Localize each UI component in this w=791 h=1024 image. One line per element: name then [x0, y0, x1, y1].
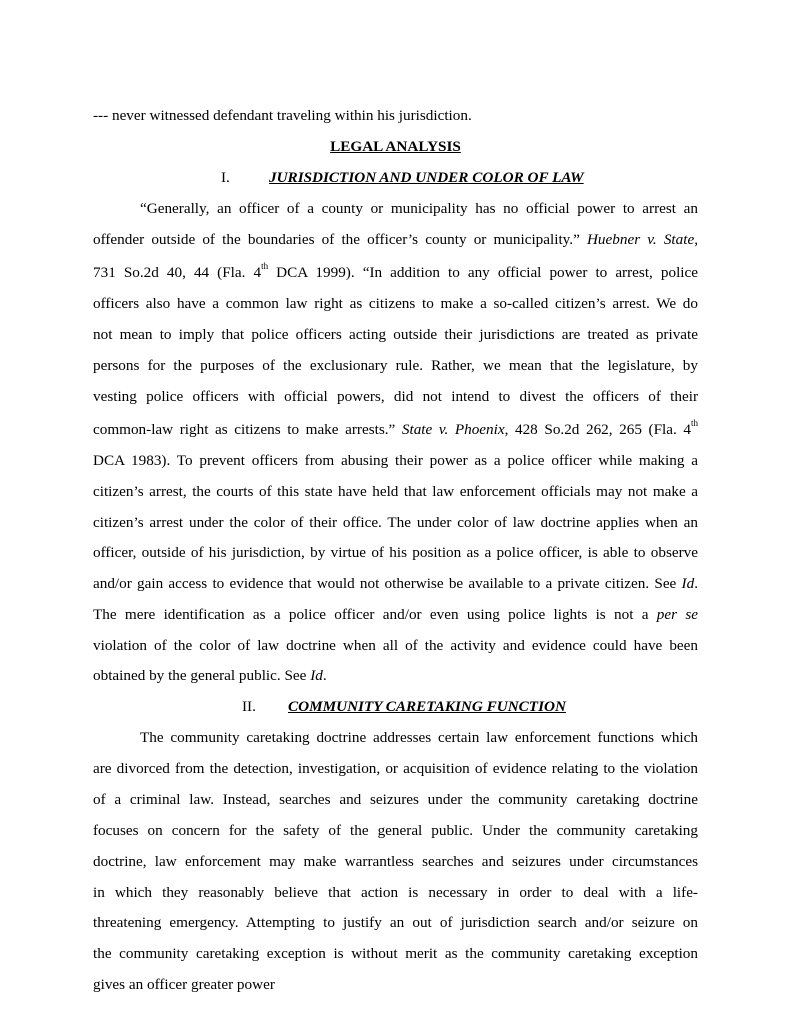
p1-line-3: 731 So.2d 40, 44 (Fla. 4th DCA 1999). “In addition to any official power to arrest, police [93, 260, 698, 281]
intro-line: --- never witnessed defendant traveling within his jurisdiction. [93, 107, 472, 124]
p2-line-5: doctrine, law enforcement may make warrantless searches and seizures under circumstances [93, 853, 698, 870]
case-citation-huebner: Huebner v. State [586, 231, 695, 248]
p1-line-13: and/or gain access to evidence that would not otherwise be available to a private citizen. See Id. [93, 575, 698, 592]
p2-line-3: of a criminal law. Instead, searches and seizures under the community caretaking doctrine [93, 791, 698, 808]
p2-line-4: focuses on concern for the safety of the general public. Under the community caretaking [93, 822, 698, 839]
p1-line-16: obtained by the general public. See Id. [93, 667, 327, 684]
case-citation-phoenix: State v. Phoenix [401, 421, 505, 438]
p2-line-6: in which they reasonably believe that action is necessary in order to deal with a life- [93, 884, 698, 901]
p1-line-8: common-law right as citizens to make arrests.” State v. Phoenix, 428 So.2d 262, 265 (Fla. 4th [93, 417, 698, 438]
p1-line-15: violation of the color of law doctrine when all of the activity and evidence could have been [93, 637, 698, 654]
section-1-number: I. [221, 169, 230, 186]
p1-line-9: DCA 1983). To prevent officers from abusing their power as a police officer while making a [93, 452, 698, 469]
p1-line-1: “Generally, an officer of a county or municipality has no official power to arrest an [140, 200, 698, 217]
p1-line-12: officer, outside of his jurisdiction, by virtue of his position as a police officer, is able to observe [93, 544, 698, 561]
section-2-title: COMMUNITY CARETAKING FUNCTION [288, 698, 566, 715]
section-1-title: JURISDICTION AND UNDER COLOR OF LAW [269, 169, 584, 186]
p1-line-11: citizen’s arrest under the color of their office. The under color of law doctrine applies when an [93, 514, 698, 531]
section-2-number: II. [242, 698, 256, 715]
p1-line-4: officers also have a common law right as citizens to make a so-called citizen’s arrest. We do [93, 295, 698, 312]
p2-line-1: The community caretaking doctrine addresses certain law enforcement functions which [140, 729, 698, 746]
p2-line-2: are divorced from the detection, investigation, or acquisition of evidence relating to the violation [93, 760, 698, 777]
p1-line-7: vesting police officers with official powers, did not intend to divest the officers of their [93, 388, 698, 405]
p1-line-2: offender outside of the boundaries of the officer’s county or municipality.” Huebner v. State, [93, 231, 698, 248]
p2-line-8: the community caretaking exception is without merit as the community caretaking exception [93, 945, 698, 962]
p1-line-5: not mean to imply that police officers acting outside their jurisdictions are treated as private [93, 326, 698, 343]
p1-line-10: citizen’s arrest, the courts of this state have held that law enforcement officials may not make a [93, 483, 698, 500]
legal-analysis-heading: LEGAL ANALYSIS [330, 138, 461, 155]
p2-line-7: threatening emergency. Attempting to justify an out of jurisdiction search and/or seizure on [93, 914, 698, 931]
p1-line-14: The mere identification as a police officer and/or even using police lights is not a per se [93, 606, 699, 623]
p2-line-9: gives an officer greater power [93, 976, 275, 993]
p1-line-6: persons for the purposes of the exclusionary rule. Rather, we mean that the legislature, by [93, 357, 698, 374]
